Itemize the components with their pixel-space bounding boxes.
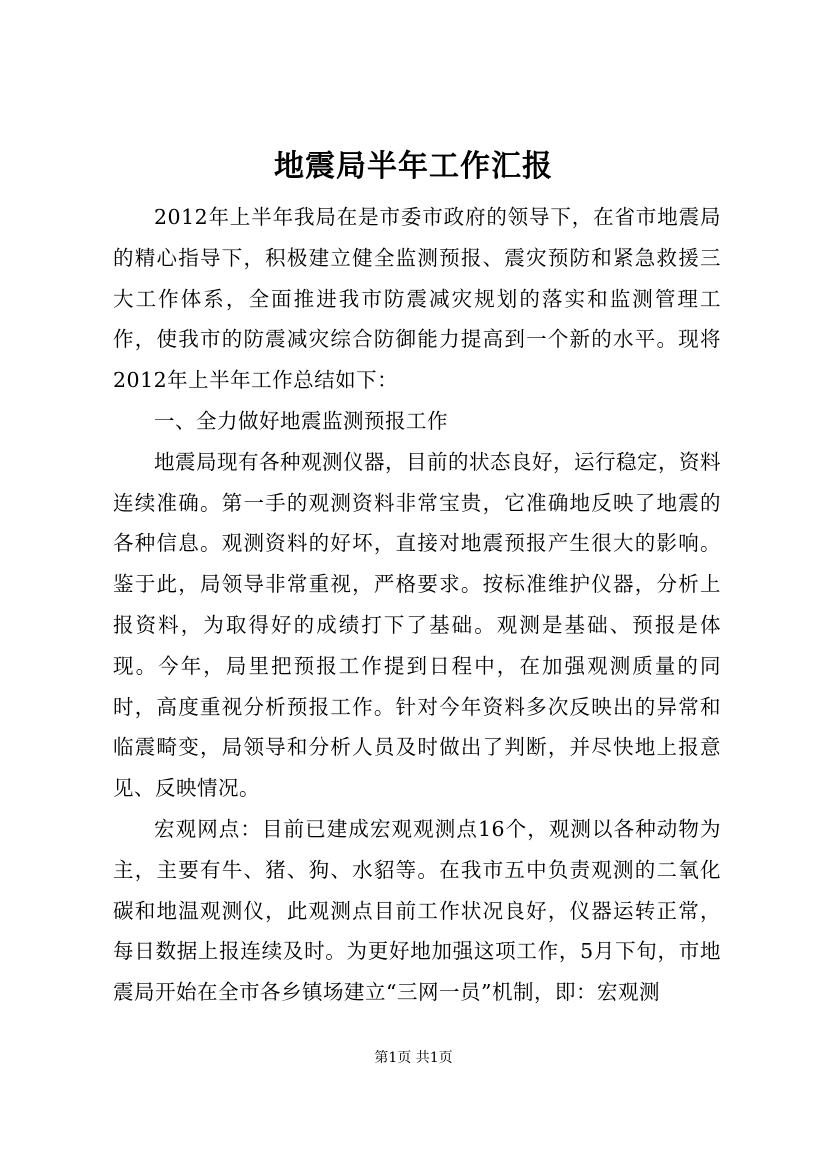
document-body xyxy=(113,197,721,1013)
macro-network-paragraph: 宏观网点：目前已建成宏观观测点16个，观测以各种动物为主，主要有牛、猪、狗、水貂等。在我市五中负责观测的二氧化碳和地温观测仪，此观测点目前工作状况良好，仪器运转正常，每日数据上报连续及时。为更好地加强这项工作，5月下旬，市地震局开始在全市各乡镇场建立“三网一员”机制，即：宏观测 xyxy=(113,816,721,1005)
monitoring-paragraph: 地震局现有各种观测仪器，目前的状态良好，运行稳定，资料连续准确。第一手的观测资料非常宝贵，它准确地反映了地震的各种信息。观测资料的好坏，直接对地震预报产生很大的影响。鉴于此，局领导非常重视，严格要求。按标准维护仪器，分析上报资料，为取得好的成绩打下了基础。观测是基础、预报是体现。今年，局里把预报工作提到日程中，在加强观测质量的同时，高度重视分析预报工作。针对今年资料多次反映出的异常和临震畸变，局领导和分析人员及时做出了判断，并尽快地上报意见、反映情况。 xyxy=(113,449,721,801)
section-heading: 一、全力做好地震监测预报工作 xyxy=(154,408,448,433)
document-title: 地震局半年工作汇报 xyxy=(274,149,553,184)
page-footer: 第1页 共1页 xyxy=(374,1050,453,1066)
intro-paragraph: 2012年上半年我局在是市委市政府的领导下，在省市地震局的精心指导下，积极建立健全监测预报、震灾预防和紧急救援三大工作体系，全面推进我市防震减灾规划的落实和监测管理工作，使我市的防震减灾综合防御能力提高到一个新的水平。现将2012年上半年工作总结如下： xyxy=(113,205,721,393)
